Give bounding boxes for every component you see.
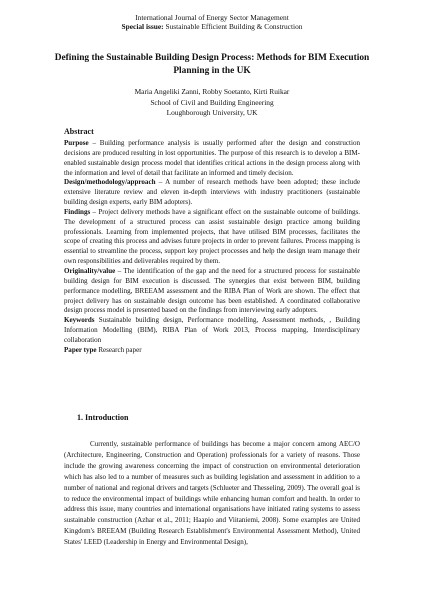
abstract-body: [64, 139, 360, 356]
design-text: – A number of research methods have been adopted; these include extensive literature review and eleven in-depth interviews with industry practitioners (sustainable building design experts, early BIM adopters).: [64, 178, 360, 207]
originality-text: – The identification of the gap and the need for a structured process for sustainable building design for BIM execution is discussed. The synergies that exist between BIM, building performance modelling, BREEAM assessment and the RIBA Plan of Work are shown. The effect that project delivery has on sustainable design outcome has been established. A coordinated collaborative design process model is presented based on the findings from interviewing early adopters.: [64, 266, 360, 315]
abstract-findings: [64, 208, 360, 267]
author-names: Maria Angeliki Zanni, Robby Soetanto, Kirti Ruikar: [134, 87, 290, 96]
abstract-keywords: [64, 316, 360, 346]
journal-header: [0, 13, 424, 31]
abstract-heading: Abstract: [64, 127, 94, 136]
purpose-label: Purpose: [64, 139, 89, 147]
originality-label: Originality/value: [64, 266, 116, 275]
keywords-label: Keywords: [64, 316, 95, 325]
abstract-originality: [64, 267, 360, 316]
introduction-paragraph: Currently, sustainable performance of buildings has become a major concern among AEC/O (Architecture, Engineering, Construction and Operation) professionals for a variety of reasons. Those include the growing awareness concerning the impact of construction on environmental deterioration which has also led to a number of measures such as building legislation and assessment in addition to a number of national and regional drivers and targets (Schlueter and Thesseling, 2009). The overall goal is to reduce the environmental impact of buildings while enhancing human comfort and health. In order to address this issue, many countries and international organisations have initiated rating systems to assess sustainable construction (Azhar et al., 2011; Haapio and Viitaniemi, 2008). Some examples are United Kingdom's BREEAM (Building Research Establishment's Environmental Assessment Method), United States' LEED (Leadership in Energy and Environmental Design),: [64, 440, 360, 547]
journal-name: International Journal of Energy Sector Management: [135, 13, 289, 22]
purpose-text: – Building performance analysis is usually performed after the design and construction decisions are produced resulting in lost opportunities. The purpose of this research is to develop a BIM-enabled sustainable design process model that identifies critical actions in the design process along with the information and level of detail that facilitate an informed and timely decision.: [64, 139, 360, 177]
design-label: Design/methodology/approach: [64, 178, 156, 187]
paper-type-text: Research paper: [96, 345, 142, 354]
special-issue-text: Sustainable Efficient Building & Construction: [163, 22, 303, 31]
affiliation-university: Loughborough University, UK: [166, 108, 258, 117]
paper-type-label: Paper type: [64, 345, 97, 354]
introduction-body: [64, 439, 360, 548]
special-issue: [0, 22, 424, 31]
special-issue-label: Special issue:: [121, 22, 164, 31]
findings-label: Findings: [64, 207, 91, 216]
findings-text: – Project delivery methods have a significant effect on the sustainable outcome of buildings. The development of a structured process can assist sustainable design practice among building professionals. Learning from implemented projects, that have utilised BIM processes, facilitates the scope of creating this process and advises future projects in order to prevent failures. Process mapping is essential to streamline the process, support key project processes and help the design team manage their own responsibilities and deliverables required by them.: [64, 207, 360, 266]
affiliation-school: School of Civil and Building Engineering: [150, 97, 274, 107]
abstract-design: [64, 178, 360, 208]
paper-title: Defining the Sustainable Building Design Process: Methods for BIM Execution Planning in the UK: [54, 53, 370, 76]
keywords-text: Sustainable building design, Performance modelling, Assessment methods, , Building Information Modelling (BIM), RIBA Plan of Work 2013, Process mapping, Interdisciplinary collaboration: [64, 316, 360, 344]
abstract-paper-type: [64, 346, 360, 356]
author-block: [0, 87, 424, 119]
section-heading-introduction: 1. Introduction: [77, 413, 129, 422]
abstract-purpose: [64, 139, 360, 178]
